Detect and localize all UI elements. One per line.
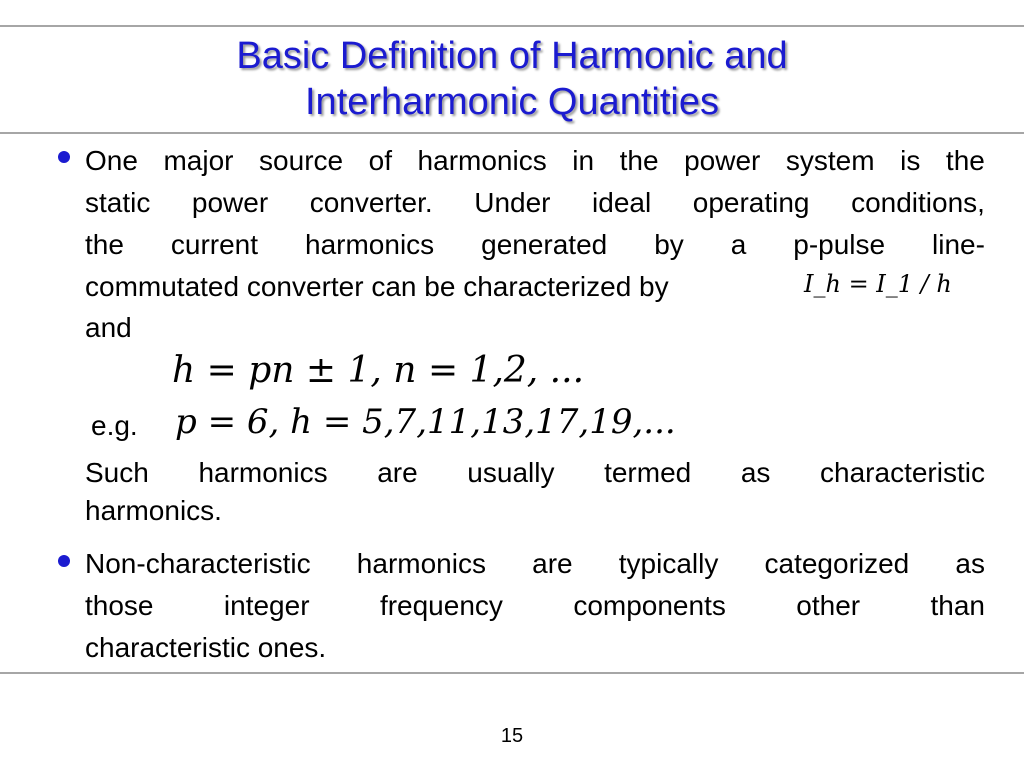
word: by	[654, 229, 684, 260]
word: harmonics	[356, 548, 486, 579]
paragraph-line	[85, 494, 985, 528]
bullet-icon	[58, 555, 70, 567]
word: typically	[618, 548, 719, 579]
word: Under	[474, 187, 551, 218]
bullet-icon	[58, 151, 70, 163]
and-text: and	[85, 312, 132, 343]
word: than	[930, 590, 985, 621]
word: ideal	[592, 187, 652, 218]
title-line-2: Interharmonic Quantities	[305, 81, 719, 123]
word: those	[85, 590, 154, 621]
word: termed	[604, 457, 692, 488]
p-pulse-word: p-pulse	[793, 229, 886, 260]
title-divider	[0, 132, 1024, 134]
page-number: 15	[500, 725, 524, 747]
word: One	[85, 145, 138, 176]
word: as	[955, 548, 985, 579]
word: in	[572, 145, 595, 176]
word: Such	[85, 457, 149, 488]
word: components	[573, 590, 726, 621]
word: static	[85, 187, 151, 218]
word: frequency	[379, 590, 503, 621]
word: of	[368, 145, 392, 176]
word: conditions,	[851, 187, 985, 218]
word: harmonics	[198, 457, 328, 488]
paragraph-line	[85, 452, 985, 494]
example-label: e.g.	[91, 410, 138, 441]
word: characteristic	[820, 457, 985, 488]
word: other	[796, 590, 861, 621]
word: system	[785, 145, 875, 176]
word: the	[945, 145, 985, 176]
word: usually	[467, 457, 555, 488]
example-formula: p = 6, h = 5,7,11,13,17,19,...	[175, 402, 676, 442]
word: is	[900, 145, 921, 176]
word: are	[532, 548, 573, 579]
slide-title	[0, 33, 1024, 125]
word: power	[684, 145, 761, 176]
word: are	[377, 457, 418, 488]
word: source	[259, 145, 344, 176]
word: a	[730, 229, 747, 260]
word: characteristic ones.	[85, 632, 327, 663]
paragraph-line	[85, 627, 985, 669]
bottom-divider	[0, 672, 1024, 674]
word: integer	[223, 590, 310, 621]
top-divider	[0, 25, 1024, 27]
bullet-2-paragraph	[85, 543, 985, 669]
word: categorized	[764, 548, 910, 579]
word: the	[85, 229, 124, 260]
word: current	[170, 229, 259, 260]
word: harmonics.	[85, 495, 222, 526]
word: power	[191, 187, 269, 218]
word: the	[619, 145, 659, 176]
paragraph-line	[85, 224, 985, 266]
characteristic-note-paragraph	[85, 452, 985, 528]
word: as	[740, 457, 771, 488]
word: major	[163, 145, 234, 176]
title-line-1: Basic Definition of Harmonic and	[236, 35, 788, 77]
word: commutated converter can be characterized by	[85, 271, 669, 302]
word: Non-characteristic	[85, 548, 311, 579]
word: generated	[481, 229, 608, 260]
word: harmonics	[417, 145, 547, 176]
paragraph-line	[85, 585, 985, 627]
paragraph-line	[85, 182, 985, 224]
paragraph-line	[85, 140, 985, 182]
harmonic-order-formula: h = pn ± 1, n = 1,2, ...	[172, 350, 585, 391]
inline-formula: I_h = I_1 / h	[804, 270, 952, 298]
word: harmonics	[305, 229, 435, 260]
word: line-	[932, 229, 985, 260]
paragraph-line	[85, 543, 985, 585]
word: converter.	[309, 187, 433, 218]
word: operating	[692, 187, 810, 218]
